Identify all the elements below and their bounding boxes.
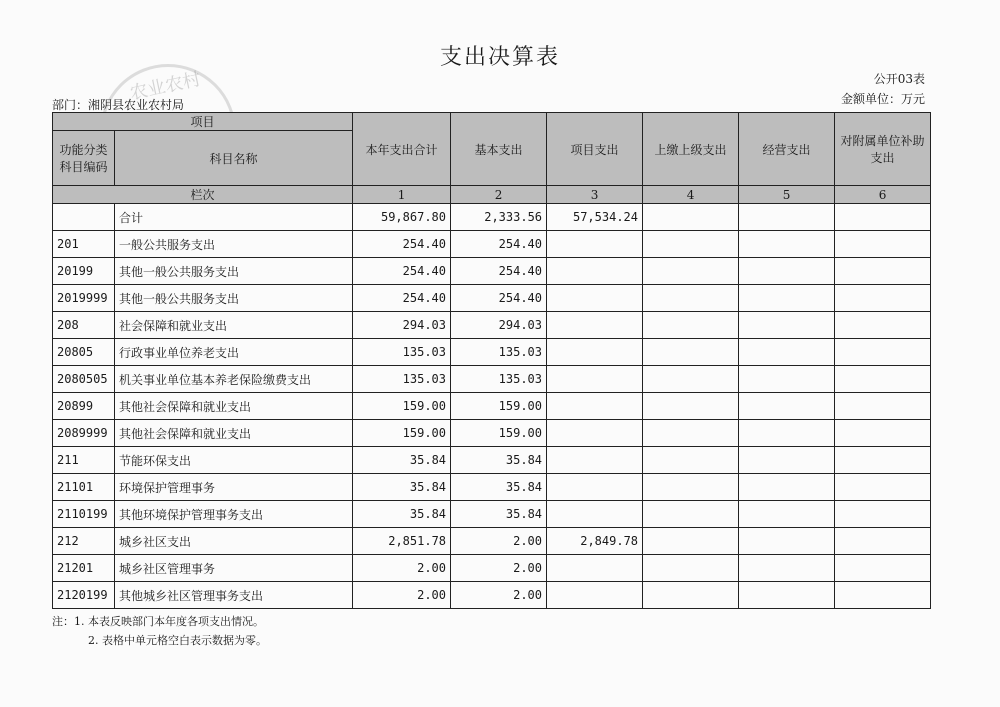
amount-cell-c4	[643, 204, 739, 231]
amount-cell-c4	[643, 339, 739, 366]
func-code-cell: 20805	[53, 339, 115, 366]
amount-cell-c3	[547, 582, 643, 609]
amount-cell-c3	[547, 339, 643, 366]
amount-cell-c4	[643, 501, 739, 528]
amount-cell-c4	[643, 420, 739, 447]
amount-cell-c3	[547, 501, 643, 528]
subject-name-cell: 其他社会保障和就业支出	[115, 420, 353, 447]
table-row	[53, 258, 931, 285]
subject-name-cell: 合计	[115, 204, 353, 231]
table-row	[53, 501, 931, 528]
amount-cell-c1: 2.00	[353, 582, 451, 609]
header-col-3: 项目支出	[547, 113, 643, 186]
header-row-label: 栏次	[53, 186, 353, 204]
amount-cell-c5	[739, 555, 835, 582]
header-col-6: 对附属单位补助支出	[835, 113, 931, 186]
amount-cell-c2: 159.00	[451, 420, 547, 447]
amount-cell-c5	[739, 258, 835, 285]
amount-cell-c6	[835, 339, 931, 366]
amount-cell-c6	[835, 501, 931, 528]
amount-cell-c1: 35.84	[353, 447, 451, 474]
col-number: 4	[643, 186, 739, 204]
official-seal-text: 农业农村	[127, 68, 203, 105]
amount-unit: 金额单位：万元	[840, 92, 925, 106]
func-code-cell: 20199	[53, 258, 115, 285]
table-notes	[52, 612, 267, 650]
amount-cell-c3	[547, 312, 643, 339]
col-number: 5	[739, 186, 835, 204]
amount-cell-c1: 159.00	[353, 393, 451, 420]
amount-cell-c5	[739, 501, 835, 528]
note-2: 2. 表格中单元格空白表示数据为零。	[88, 634, 267, 647]
amount-cell-c2: 294.03	[451, 312, 547, 339]
amount-cell-c2: 2.00	[451, 528, 547, 555]
amount-cell-c5	[739, 231, 835, 258]
amount-cell-c6	[835, 420, 931, 447]
table-row	[53, 204, 931, 231]
col-number: 3	[547, 186, 643, 204]
table-row	[53, 285, 931, 312]
func-code-cell: 21201	[53, 555, 115, 582]
report-title: 支出决算表	[439, 45, 560, 70]
table-row	[53, 582, 931, 609]
amount-cell-c4	[643, 393, 739, 420]
subject-name-cell: 环境保护管理事务	[115, 474, 353, 501]
table-row	[53, 339, 931, 366]
amount-cell-c2: 2.00	[451, 582, 547, 609]
amount-cell-c5	[739, 528, 835, 555]
amount-cell-c2: 35.84	[451, 447, 547, 474]
func-code-cell: 211	[53, 447, 115, 474]
amount-cell-c5	[739, 582, 835, 609]
func-code-cell: 20899	[53, 393, 115, 420]
subject-name-cell: 其他环境保护管理事务支出	[115, 501, 353, 528]
func-code-cell: 2120199	[53, 582, 115, 609]
amount-cell-c3	[547, 285, 643, 312]
amount-cell-c5	[739, 285, 835, 312]
func-code-cell: 212	[53, 528, 115, 555]
amount-cell-c5	[739, 339, 835, 366]
amount-cell-c6	[835, 285, 931, 312]
amount-cell-c3	[547, 555, 643, 582]
func-code-cell: 21101	[53, 474, 115, 501]
amount-cell-c5	[739, 312, 835, 339]
amount-cell-c4	[643, 285, 739, 312]
amount-cell-c3: 2,849.78	[547, 528, 643, 555]
table-row	[53, 366, 931, 393]
subject-name-cell: 节能环保支出	[115, 447, 353, 474]
amount-cell-c1: 35.84	[353, 501, 451, 528]
amount-cell-c4	[643, 258, 739, 285]
amount-cell-c4	[643, 366, 739, 393]
col-number: 6	[835, 186, 931, 204]
amount-cell-c6	[835, 231, 931, 258]
amount-cell-c5	[739, 447, 835, 474]
amount-cell-c2: 135.03	[451, 339, 547, 366]
amount-cell-c2: 35.84	[451, 501, 547, 528]
amount-cell-c6	[835, 474, 931, 501]
amount-cell-c1: 254.40	[353, 258, 451, 285]
amount-cell-c5	[739, 204, 835, 231]
amount-cell-c1: 294.03	[353, 312, 451, 339]
table-row	[53, 555, 931, 582]
amount-cell-c2: 2,333.56	[451, 204, 547, 231]
table-row	[53, 474, 931, 501]
amount-cell-c5	[739, 366, 835, 393]
table-row	[53, 420, 931, 447]
func-code-cell: 2080505	[53, 366, 115, 393]
table-row	[53, 231, 931, 258]
subject-name-cell: 城乡社区支出	[115, 528, 353, 555]
table-row	[53, 393, 931, 420]
subject-name-cell: 机关事业单位基本养老保险缴费支出	[115, 366, 353, 393]
table-row	[53, 447, 931, 474]
amount-cell-c6	[835, 528, 931, 555]
amount-cell-c4	[643, 555, 739, 582]
amount-cell-c3	[547, 366, 643, 393]
header-item: 项目	[53, 113, 353, 131]
header-col-5: 经营支出	[739, 113, 835, 186]
amount-cell-c6	[835, 204, 931, 231]
func-code-cell: 208	[53, 312, 115, 339]
amount-cell-c3	[547, 447, 643, 474]
amount-cell-c1: 254.40	[353, 285, 451, 312]
func-code-cell: 2019999	[53, 285, 115, 312]
amount-cell-c2: 254.40	[451, 285, 547, 312]
header-subject-name: 科目名称	[115, 131, 353, 186]
amount-cell-c4	[643, 582, 739, 609]
amount-cell-c2: 35.84	[451, 474, 547, 501]
subject-name-cell: 城乡社区管理事务	[115, 555, 353, 582]
amount-cell-c5	[739, 474, 835, 501]
amount-cell-c6	[835, 366, 931, 393]
subject-name-cell: 其他一般公共服务支出	[115, 258, 353, 285]
amount-cell-c4	[643, 447, 739, 474]
subject-name-cell: 其他一般公共服务支出	[115, 285, 353, 312]
amount-cell-c6	[835, 312, 931, 339]
amount-cell-c1: 2.00	[353, 555, 451, 582]
amount-cell-c6	[835, 393, 931, 420]
note-1: 注：1. 本表反映部门本年度各项支出情况。	[52, 615, 264, 628]
subject-name-cell: 一般公共服务支出	[115, 231, 353, 258]
func-code-cell	[53, 204, 115, 231]
table-row	[53, 312, 931, 339]
col-number: 1	[353, 186, 451, 204]
subject-name-cell: 其他城乡社区管理事务支出	[115, 582, 353, 609]
subject-name-cell: 行政事业单位养老支出	[115, 339, 353, 366]
func-code-cell: 201	[53, 231, 115, 258]
amount-cell-c2: 254.40	[451, 258, 547, 285]
amount-cell-c6	[835, 555, 931, 582]
amount-cell-c1: 254.40	[353, 231, 451, 258]
header-col-2: 基本支出	[451, 113, 547, 186]
amount-cell-c3: 57,534.24	[547, 204, 643, 231]
table-row	[53, 528, 931, 555]
amount-cell-c4	[643, 528, 739, 555]
department-label: 部门：湘阴县农业农村局	[52, 98, 185, 112]
form-code: 公开03表	[873, 72, 925, 86]
header-col-1: 本年支出合计	[353, 113, 451, 186]
amount-cell-c2: 254.40	[451, 231, 547, 258]
amount-cell-c1: 135.03	[353, 339, 451, 366]
amount-cell-c6	[835, 447, 931, 474]
amount-cell-c5	[739, 420, 835, 447]
amount-cell-c1: 135.03	[353, 366, 451, 393]
amount-cell-c3	[547, 393, 643, 420]
amount-cell-c1: 59,867.80	[353, 204, 451, 231]
func-code-cell: 2110199	[53, 501, 115, 528]
header-col-4: 上缴上级支出	[643, 113, 739, 186]
subject-name-cell: 社会保障和就业支出	[115, 312, 353, 339]
expenditure-table	[52, 112, 931, 609]
amount-cell-c3	[547, 231, 643, 258]
amount-cell-c1: 35.84	[353, 474, 451, 501]
amount-cell-c6	[835, 582, 931, 609]
header-func-code: 功能分类科目编码	[53, 131, 115, 186]
amount-cell-c2: 159.00	[451, 393, 547, 420]
amount-cell-c1: 2,851.78	[353, 528, 451, 555]
amount-cell-c4	[643, 312, 739, 339]
amount-cell-c4	[643, 231, 739, 258]
amount-cell-c6	[835, 258, 931, 285]
amount-cell-c2: 2.00	[451, 555, 547, 582]
amount-cell-c4	[643, 474, 739, 501]
amount-cell-c3	[547, 474, 643, 501]
func-code-cell: 2089999	[53, 420, 115, 447]
subject-name-cell: 其他社会保障和就业支出	[115, 393, 353, 420]
amount-cell-c3	[547, 258, 643, 285]
amount-cell-c2: 135.03	[451, 366, 547, 393]
amount-cell-c1: 159.00	[353, 420, 451, 447]
amount-cell-c3	[547, 420, 643, 447]
col-number: 2	[451, 186, 547, 204]
amount-cell-c5	[739, 393, 835, 420]
